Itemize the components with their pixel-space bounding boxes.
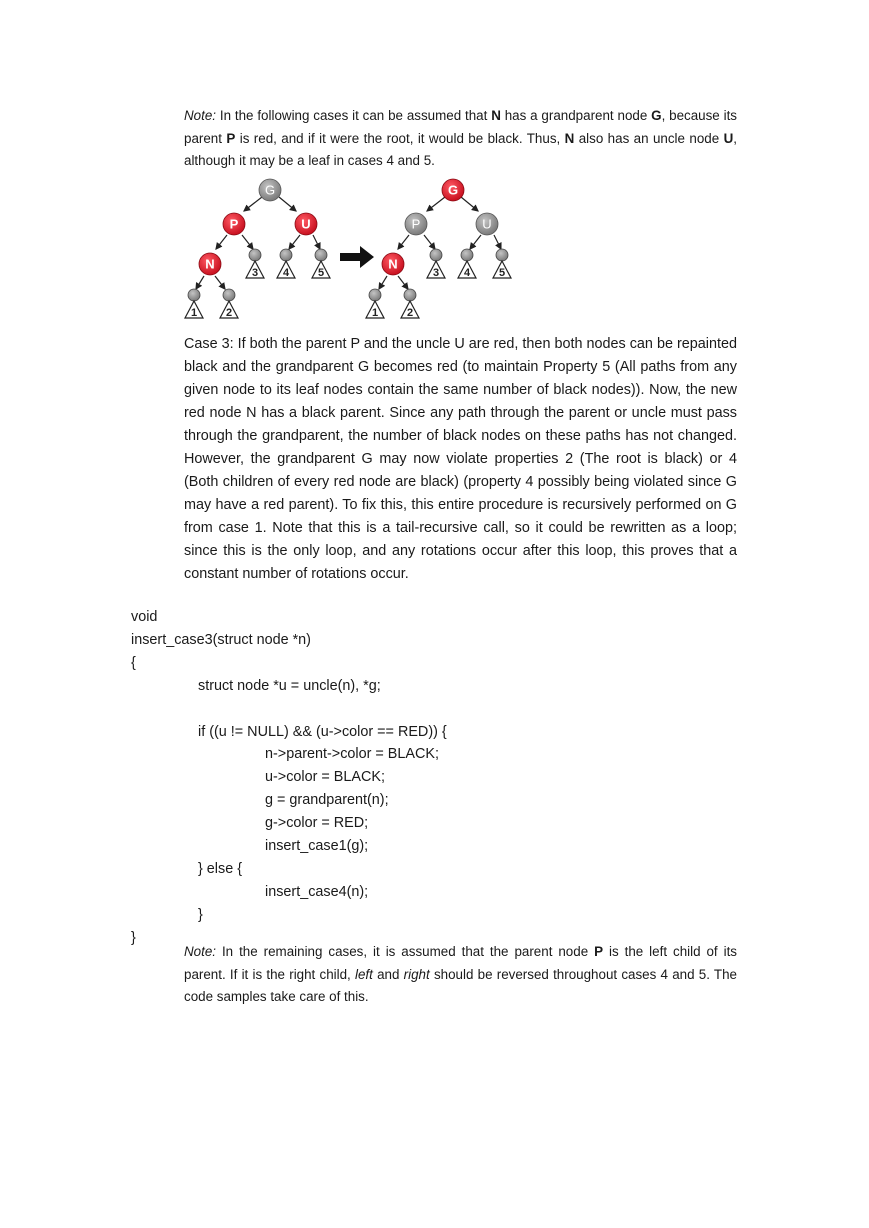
leaf-node: [315, 249, 327, 261]
code-line: g = grandparent(n);: [265, 792, 389, 808]
code-line: if ((u != NULL) && (u->color == RED)) {: [198, 724, 447, 740]
note-label: Note:: [184, 108, 217, 123]
code-line: }: [198, 907, 203, 923]
leaf-node: [369, 289, 381, 301]
code-line: }: [131, 930, 136, 946]
code-line: } else {: [198, 861, 243, 877]
case3-tree-diagram: [182, 175, 522, 331]
right-arrow-icon: [340, 246, 374, 268]
code-line: {: [131, 655, 136, 671]
parent-node-label: P: [411, 216, 421, 232]
leaf-node: [249, 249, 261, 261]
after-tree: [366, 179, 511, 319]
leaf-node: [280, 249, 292, 261]
leaf-node: [430, 249, 442, 261]
code-line: u->color = BLACK;: [265, 769, 385, 785]
code-line: void: [131, 609, 158, 625]
note-label: Note:: [184, 944, 217, 959]
new-node-label: N: [388, 256, 398, 272]
code-line: insert_case1(g);: [265, 838, 369, 854]
case3-description: Case 3: If both the parent P and the uncle U are red, then both nodes can be repainted black and the grandparent G becomes red (to maintain Property 5 (All paths from any given node to its leaf nodes contain the same number of black nodes)). Now, the new red node N has a black parent. Since any path through the parent or uncle must pass through the grandparent, the number of black nodes on these paths has not changed. However, the grandparent G may now violate properties 2 (The root is black) or 4 (Both children of every red node are black) (property 4 possibly being violated since G may have a red parent). To fix this, this entire procedure is recursively performed on G from case 1. Note that this is a tail-recursive call, so it could be rewritten as a loop; since this is the only loop, and any rotations occur after this loop, this proves that a constant number of rotations occur.: [184, 336, 737, 582]
parent-node-label: P: [229, 216, 239, 232]
subtree-label: 4: [463, 267, 471, 279]
leaf-node: [188, 289, 200, 301]
code-line: n->parent->color = BLACK;: [265, 746, 439, 762]
uncle-node-label: U: [482, 216, 492, 232]
subtree-label: 3: [251, 267, 259, 279]
subtree-label: 3: [432, 267, 440, 279]
subtree-label: 2: [225, 307, 233, 319]
subtree-label: 5: [317, 267, 325, 279]
subtree-label: 5: [498, 267, 506, 279]
leaf-node: [461, 249, 473, 261]
uncle-node-label: U: [301, 216, 311, 232]
code-line: g->color = RED;: [265, 815, 369, 831]
before-tree: [185, 179, 330, 319]
code-line: insert_case3(struct node *n): [131, 632, 311, 648]
subtree-label: 1: [190, 307, 198, 319]
leaf-node: [223, 289, 235, 301]
leaf-node: [496, 249, 508, 261]
subtree-label: 4: [282, 267, 290, 279]
code-line: insert_case4(n);: [265, 884, 369, 900]
code-line: struct node *u = uncle(n), *g;: [198, 678, 381, 694]
note-paragraph-2: Note: In the remaining cases, it is assumed that the parent node P is the left child of its parent. If it is the right child, left and right should be reversed throughout cases 4 and 5. The code samples take care of this.: [184, 944, 737, 1005]
subtree-label: 2: [406, 307, 414, 319]
grandparent-node-label: G: [447, 182, 459, 198]
note-paragraph-1: Note: In the following cases it can be assumed that N has a grandparent node G, because its parent P is red, and if it were the root, it would be black. Thus, N also has an uncle node U, although it may be a leaf in cases 4 and 5.: [184, 108, 737, 169]
subtree-label: 1: [371, 307, 379, 319]
grandparent-node-label: G: [264, 182, 276, 198]
leaf-node: [404, 289, 416, 301]
new-node-label: N: [205, 256, 215, 272]
